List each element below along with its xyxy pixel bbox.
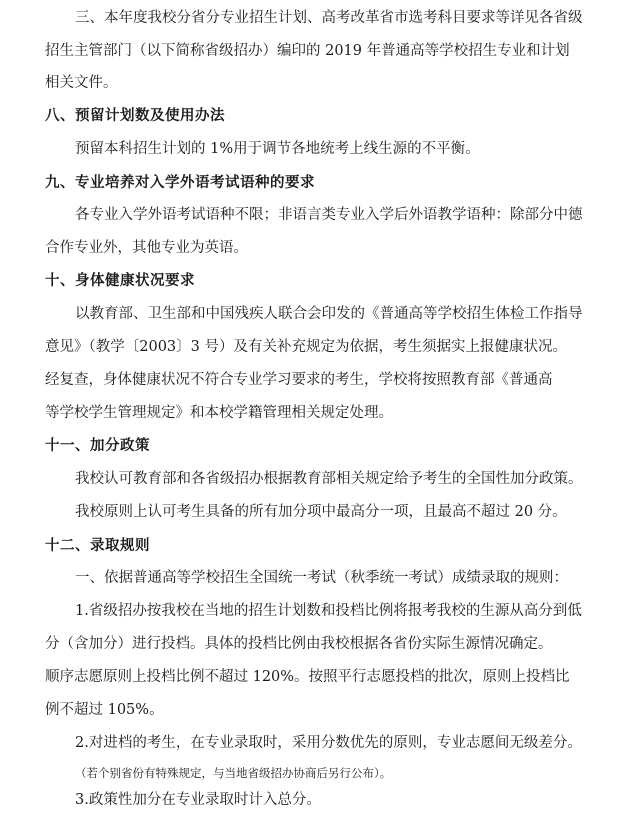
section-heading: 十、身体健康状况要求 — [45, 273, 195, 289]
paragraph-line: 我校认可教育部和各省级招办根据教育部相关规定给予考生的全国性加分政策。 — [75, 471, 583, 487]
section-heading: 十一、加分政策 — [45, 438, 150, 454]
paragraph-line: 意见》（教学〔2003〕3 号）及有关补充规定为依据，考生须据实上报健康状况。 — [45, 339, 567, 355]
paragraph-line: 我校原则上认可考生具备的所有加分项中最高分一项，且最高不超过 20 分。 — [75, 504, 567, 520]
paragraph-line: 各专业入学外语考试语种不限；非语言类专业入学后外语教学语种：除部分中德 — [75, 207, 583, 223]
footnote-line: （若个别省份有特殊规定，与当地省级招办协商后另行公布）。 — [75, 766, 392, 780]
section-heading: 九、专业培养对入学外语考试语种的要求 — [45, 175, 315, 191]
paragraph-line: 合作专业外，其他专业为英语。 — [45, 240, 248, 256]
paragraph-line: 等学校学生管理规定》和本校学籍管理相关规定处理。 — [45, 405, 393, 421]
paragraph-line: 3.政策性加分在专业录取时计入总分。 — [75, 792, 321, 808]
paragraph-line: 经复查，身体健康状况不符合专业学习要求的考生，学校将按照教育部《普通高 — [45, 372, 553, 388]
paragraph-line: 例不超过 105%。 — [45, 702, 164, 718]
paragraph-line: 2.对进档的考生，在专业录取时，采用分数优先的原则，专业志愿间无级差分。 — [75, 735, 582, 751]
paragraph-line: 三、本年度我校分省分专业招生计划、高考改革省市选考科目要求等详见各省级 — [75, 10, 583, 26]
paragraph-line: 以教育部、卫生部和中国残疾人联合会印发的《普通高等学校招生体检工作指导 — [75, 306, 583, 322]
paragraph-line: 顺序志愿原则上投档比例不超过 120%。按照平行志愿投档的批次，原则上投档比 — [45, 669, 570, 685]
section-heading: 八、预留计划数及使用办法 — [45, 108, 225, 124]
paragraph-line: 预留本科招生计划的 1%用于调节各地统考上线生源的不平衡。 — [75, 141, 480, 157]
paragraph-line: 1.省级招办按我校在当地的招生计划数和投档比例将报考我校的生源从高分到低 — [75, 603, 582, 619]
section-heading: 十二、录取规则 — [45, 538, 150, 554]
paragraph-line: 相关文件。 — [45, 75, 118, 91]
paragraph-line: 招生主管部门（以下简称省级招办）编印的 2019 年普通高等学校招生专业和计划 — [45, 43, 570, 59]
paragraph-line: 分（含加分）进行投档。具体的投档比例由我校根据各省份实际生源情况确定。 — [45, 636, 553, 652]
paragraph-line: 一、依据普通高等学校招生全国统一考试（秋季统一考试）成绩录取的规则： — [75, 570, 568, 586]
